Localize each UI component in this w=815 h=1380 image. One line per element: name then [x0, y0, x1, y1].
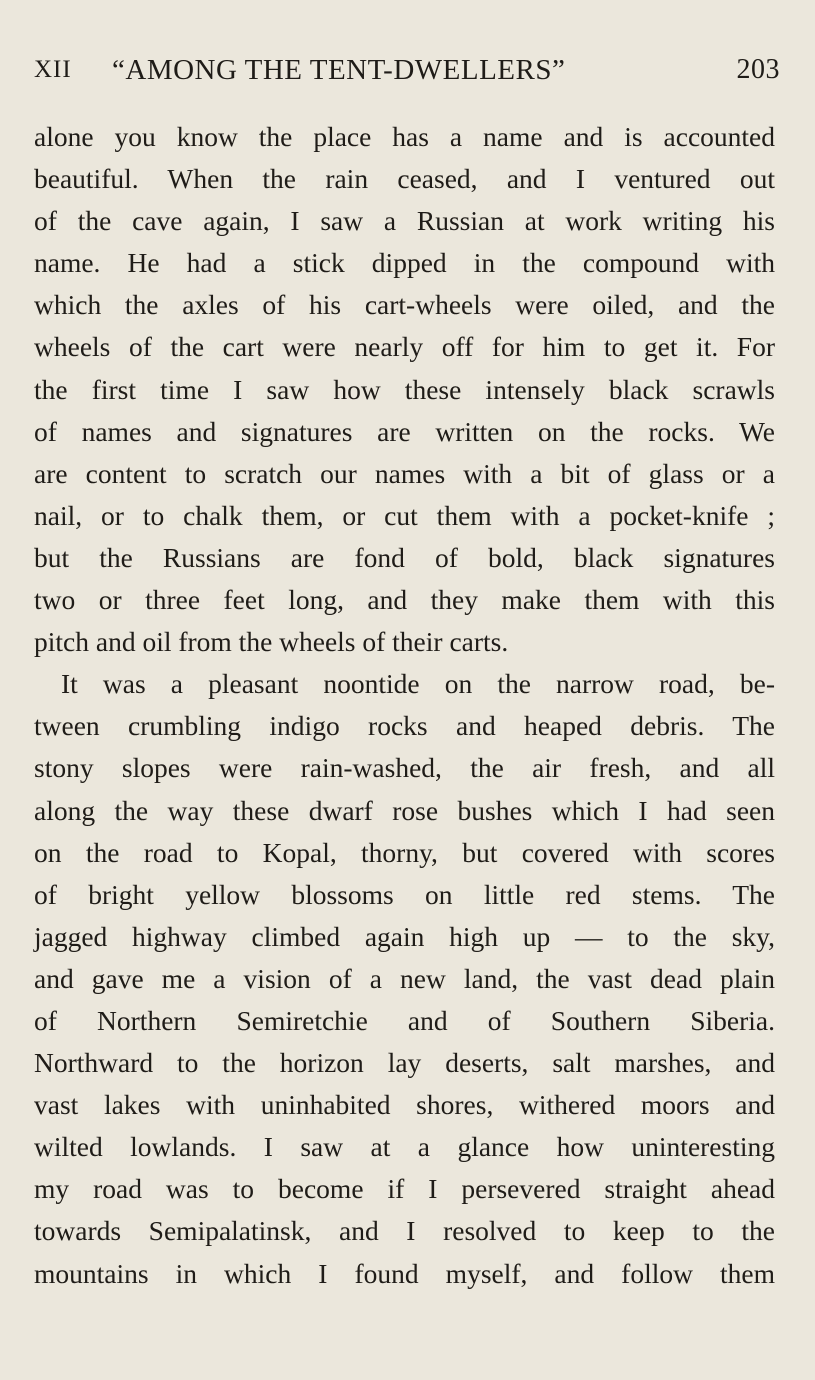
text-line: towards Semipalatinsk, and I resolved to keep to the — [34, 1215, 775, 1247]
text-line: which the axles of his cart-wheels were oiled, and the — [34, 289, 775, 321]
text-line: of names and signatures are written on the rocks. We — [34, 415, 775, 447]
paragraph-first-line: It was a pleasant noontide on the narrow road, be- — [61, 668, 775, 700]
text-line: jagged highway climbed again high up — to the sky, — [34, 920, 775, 952]
text-line: alone you know the place has a name and is accounted — [34, 121, 775, 152]
running-title: “AMONG THE TENT-DWELLERS” — [112, 54, 566, 86]
text-line: wilted lowlands. I saw at a glance how uninteresting — [34, 1131, 775, 1163]
text-line: along the way these dwarf rose bushes which I had seen — [34, 794, 775, 826]
text-line: on the road to Kopal, thorny, but covered with scores — [34, 836, 775, 868]
text-line: of bright yellow blossoms on little red stems. The — [34, 878, 775, 910]
text-line: stony slopes were rain-washed, the air fresh, and all — [34, 752, 775, 784]
text-line: but the Russians are fond of bold, black signatures — [34, 541, 775, 573]
text-line: wheels of the cart were nearly off for him to get it. For — [34, 331, 775, 363]
paragraph-end-line: pitch and oil from the wheels of their carts. — [34, 626, 509, 658]
text-line: tween crumbling indigo rocks and heaped debris. The — [34, 710, 775, 742]
text-line: of the cave again, I saw a Russian at work writing his — [34, 205, 775, 237]
text-line: are content to scratch our names with a bit of glass or a — [34, 457, 775, 489]
text-line: my road was to become if I persevered straight ahead — [34, 1173, 775, 1205]
text-line: the first time I saw how these intensely black scrawls — [34, 373, 775, 405]
text-line: vast lakes with uninhabited shores, withered moors and — [34, 1089, 775, 1121]
text-line: name. He had a stick dipped in the compound with — [34, 247, 775, 279]
chapter-number: XII — [34, 56, 72, 83]
body-text — [34, 116, 775, 1295]
text-line: of Northern Semiretchie and of Southern Siberia. — [34, 1004, 775, 1036]
running-head — [34, 48, 780, 92]
text-line: beautiful. When the rain ceased, and I ventured out — [34, 163, 775, 195]
page-number: 203 — [736, 54, 780, 85]
text-line: Northward to the horizon lay deserts, salt marshes, and — [34, 1047, 775, 1079]
text-line: and gave me a vision of a new land, the vast dead plain — [34, 962, 775, 994]
text-line: mountains in which I found myself, and follow them — [34, 1257, 775, 1289]
text-line: two or three feet long, and they make them with this — [34, 584, 775, 616]
text-line: nail, or to chalk them, or cut them with a pocket-knife ; — [34, 499, 775, 531]
